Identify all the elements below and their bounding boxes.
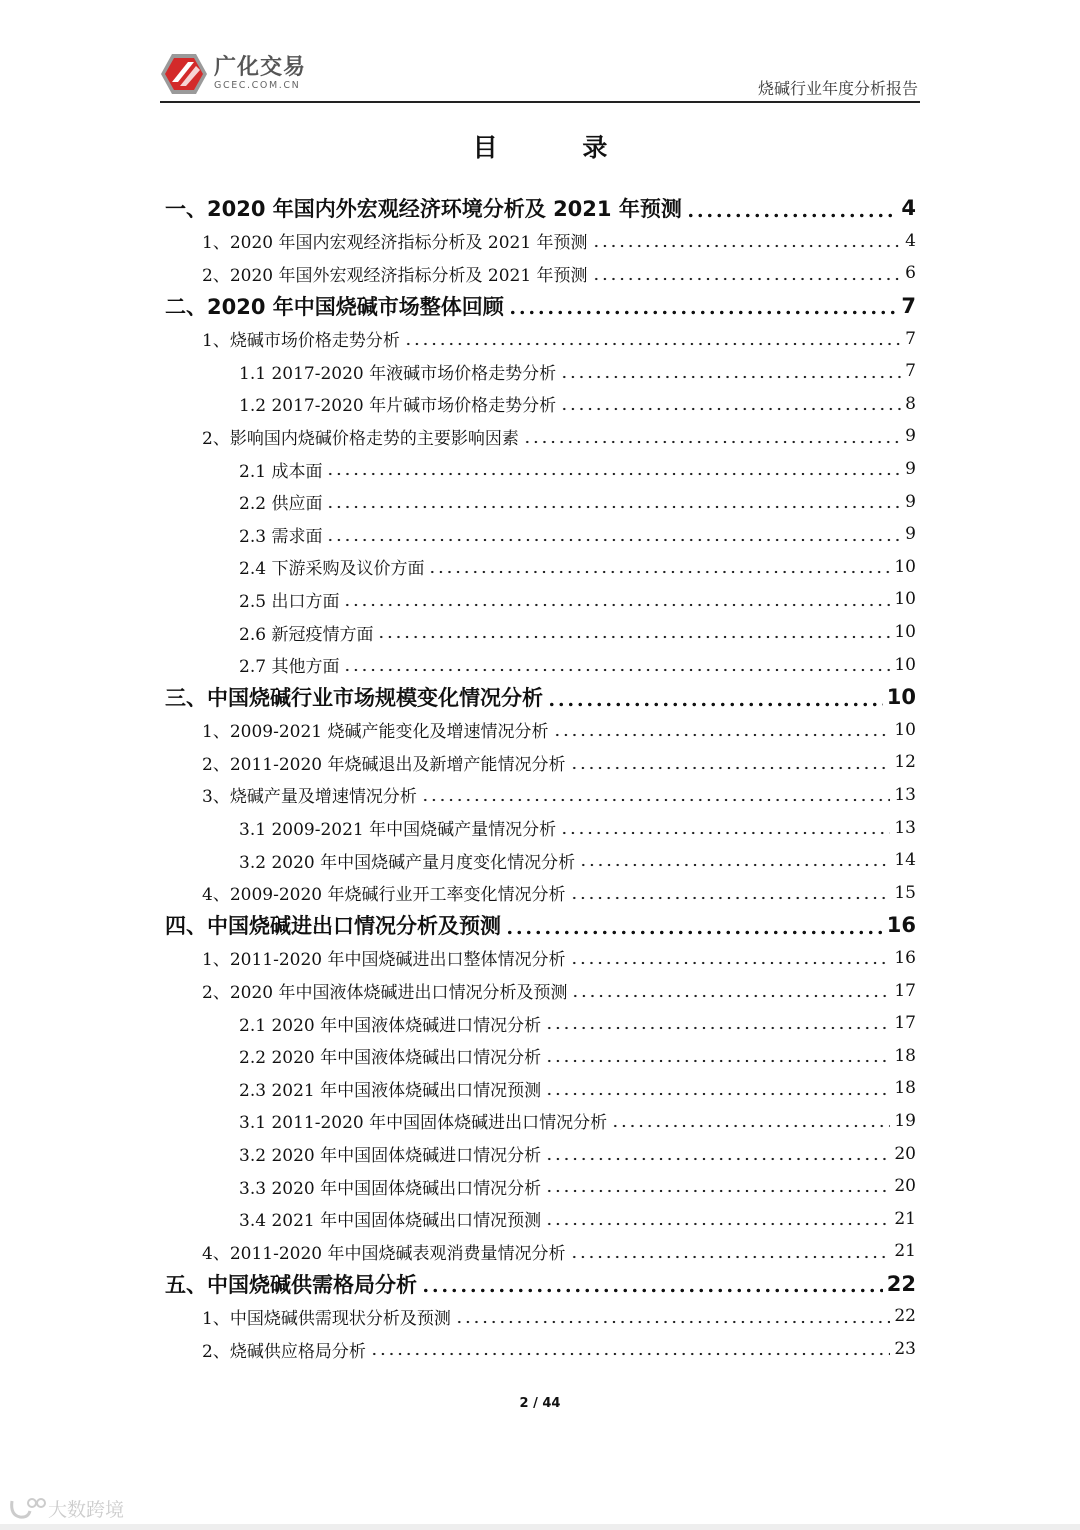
toc-section-entry[interactable] [165, 876, 916, 909]
toc-entry-label: 3.1 2009-2021 年中国烧碱产量情况分析 [239, 820, 557, 841]
toc-entry-label: 2、2020 年国外宏观经济指标分析及 2021 年预测 [202, 265, 588, 286]
toc-entry-page: 23 [894, 1339, 916, 1360]
toc-section-entry[interactable] [165, 779, 916, 812]
toc-entry-page: 17 [894, 1013, 916, 1034]
dot-leader [545, 1222, 890, 1226]
dot-leader [370, 1352, 891, 1356]
watermark-logo-icon [8, 1497, 48, 1521]
dot-leader [545, 1092, 890, 1096]
toc-entry-label: 二、2020 年中国烧碱市场整体回顾 [165, 295, 504, 320]
toc-entry-page: 10 [894, 556, 916, 577]
toc-chapter-entry[interactable] [165, 290, 916, 323]
toc-entry-label: 五、中国烧碱供需格局分析 [165, 1272, 417, 1297]
toc-entry-label: 3.1 2011-2020 年中国固体烧碱进出口情况分析 [239, 1113, 608, 1134]
toc-entry-label: 2、2020 年中国液体烧碱进出口情况分析及预测 [202, 983, 568, 1004]
toc-entry-page: 10 [894, 589, 916, 610]
toc-entry-label: 4、2011-2020 年中国烧碱表观消费量情况分析 [202, 1243, 566, 1264]
dot-leader [570, 1255, 891, 1259]
page-number: 2 / 44 [519, 1396, 561, 1411]
logo-name-cn: 广化交易 [214, 55, 307, 80]
toc-section-entry[interactable] [165, 648, 916, 681]
toc-heading: 目 录 [472, 133, 646, 162]
toc-entry-page: 7 [905, 361, 916, 382]
toc-section-entry[interactable] [165, 388, 916, 421]
dot-leader [545, 1026, 890, 1030]
dot-leader [428, 570, 890, 574]
toc-section-entry[interactable] [165, 1137, 916, 1170]
toc-section-entry[interactable] [165, 1235, 916, 1268]
toc-entry-page: 10 [894, 719, 916, 740]
toc-chapter-entry[interactable] [165, 1268, 916, 1301]
toc-entry-page: 20 [894, 1176, 916, 1197]
toc-entry-label: 2、烧碱供应格局分析 [202, 1341, 366, 1362]
toc-entry-page: 8 [905, 393, 916, 414]
toc-entry-label: 2.6 新冠疫情方面 [239, 624, 374, 645]
toc-entry-label: 1、2020 年国内宏观经济指标分析及 2021 年预测 [202, 233, 588, 254]
toc-entry-page: 10 [894, 622, 916, 643]
toc-section-entry[interactable] [165, 257, 916, 290]
dot-leader [326, 538, 901, 542]
toc-entry-page: 9 [905, 459, 916, 480]
dot-leader [547, 702, 883, 707]
toc-section-entry[interactable] [165, 1300, 916, 1333]
toc-entry-label: 3.2 2020 年中国固体烧碱进口情况分析 [239, 1146, 542, 1167]
dot-leader [377, 635, 890, 639]
toc-entry-page: 10 [886, 685, 916, 710]
toc-section-entry[interactable] [165, 225, 916, 258]
toc-entry-label: 2.2 供应面 [239, 494, 323, 515]
dot-leader [421, 798, 891, 802]
toc-section-entry[interactable] [165, 583, 916, 616]
toc-entry-page: 7 [905, 328, 916, 349]
toc-section-entry[interactable] [165, 1072, 916, 1105]
toc-section-entry[interactable] [165, 453, 916, 486]
toc-entry-label: 2.3 需求面 [239, 526, 323, 547]
dot-leader [560, 407, 901, 411]
logo-domain: GCEC.COM.CN [214, 80, 301, 91]
toc-entry-label: 2.5 出口方面 [239, 591, 340, 612]
toc-section-entry[interactable] [165, 485, 916, 518]
toc-chapter-entry[interactable] [165, 192, 916, 225]
toc-entry-page: 22 [894, 1306, 916, 1327]
dot-leader [343, 603, 890, 607]
dot-leader [592, 244, 902, 248]
toc-entry-label: 2.1 2020 年中国液体烧碱进口情况分析 [239, 1015, 542, 1036]
dot-leader [545, 1157, 890, 1161]
toc-entry-page: 18 [894, 1045, 916, 1066]
toc-entry-page: 15 [894, 882, 916, 903]
report-title: 烧碱行业年度分析报告 [757, 79, 918, 98]
toc-section-entry[interactable] [165, 714, 916, 747]
toc-entry-page: 22 [886, 1271, 916, 1296]
toc-section-entry[interactable] [165, 551, 916, 584]
toc-section-entry[interactable] [165, 1007, 916, 1040]
toc-entry-label: 2.7 其他方面 [239, 657, 340, 678]
toc-entry-page: 21 [894, 1241, 916, 1262]
toc-entry-page: 10 [894, 654, 916, 675]
toc-entry-page: 14 [894, 850, 916, 871]
toc-entry-page: 16 [886, 913, 916, 938]
dot-leader [570, 766, 891, 770]
toc-section-entry[interactable] [165, 355, 916, 388]
header-divider [160, 101, 920, 103]
toc-entry-page: 13 [894, 784, 916, 805]
dot-leader [571, 994, 890, 998]
dot-leader [326, 472, 901, 476]
dot-leader [421, 1288, 883, 1293]
toc-entry-label: 1、中国烧碱供需现状分析及预测 [202, 1308, 451, 1329]
watermark-text: 大数跨境 [48, 1499, 125, 1521]
dot-leader [553, 733, 891, 737]
toc-entry-page: 17 [894, 980, 916, 1001]
dot-leader [570, 896, 891, 900]
toc-chapter-entry[interactable] [165, 909, 916, 942]
toc-section-entry[interactable] [165, 746, 916, 779]
dot-leader [455, 1320, 891, 1324]
dot-leader [592, 277, 902, 281]
toc-entry-label: 1.1 2017-2020 年液碱市场价格走势分析 [239, 363, 557, 384]
toc-entry-label: 1.2 2017-2020 年片碱市场价格走势分析 [239, 396, 557, 417]
toc-entry-label: 四、中国烧碱进出口情况分析及预测 [165, 914, 501, 939]
toc-entry-page: 16 [894, 947, 916, 968]
toc-entry-page: 13 [894, 817, 916, 838]
toc-section-entry[interactable] [165, 1333, 916, 1366]
toc-entry-label: 2.3 2021 年中国液体烧碱出口情况预测 [239, 1080, 542, 1101]
dot-leader [560, 375, 901, 379]
dot-leader [686, 213, 898, 218]
dot-leader [560, 831, 890, 835]
toc-section-entry[interactable] [165, 1202, 916, 1235]
toc-entry-label: 3.3 2020 年中国固体烧碱出口情况分析 [239, 1178, 542, 1199]
toc-entry-label: 3、烧碱产量及增速情况分析 [202, 787, 417, 808]
toc-entry-page: 21 [894, 1208, 916, 1229]
toc-entry-label: 1、2009-2021 烧碱产能变化及增速情况分析 [202, 722, 549, 743]
toc-section-entry[interactable] [165, 1039, 916, 1072]
toc-entry-label: 2、2011-2020 年烧碱退出及新增产能情况分析 [202, 754, 566, 775]
toc-entry-page: 12 [894, 752, 916, 773]
toc-entry-label: 2.2 2020 年中国液体烧碱出口情况分析 [239, 1048, 542, 1069]
dot-leader [523, 440, 901, 444]
gcec-logo-icon [160, 52, 208, 96]
dot-leader [545, 1059, 890, 1063]
toc-section-entry[interactable] [165, 974, 916, 1007]
toc-entry-label: 2、影响国内烧碱价格走势的主要影响因素 [202, 428, 519, 449]
toc-section-entry[interactable] [165, 420, 916, 453]
toc-entry-page: 4 [901, 196, 916, 221]
toc-chapter-entry[interactable] [165, 681, 916, 714]
dot-leader [570, 961, 891, 965]
toc-entry-label: 1、2011-2020 年中国烧碱进出口整体情况分析 [202, 950, 566, 971]
watermark [8, 1495, 124, 1522]
toc-entry-page: 20 [894, 1143, 916, 1164]
toc-entry-page: 7 [901, 294, 916, 319]
toc-entry-label: 1、烧碱市场价格走势分析 [202, 331, 400, 352]
toc-section-entry[interactable] [165, 1105, 916, 1138]
toc-entry-page: 4 [905, 230, 916, 251]
toc-section-entry[interactable] [165, 811, 916, 844]
toc-entry-page: 9 [905, 426, 916, 447]
dot-leader [508, 310, 898, 315]
dot-leader [343, 668, 890, 672]
toc-entry-page: 9 [905, 524, 916, 545]
toc-entry-label: 一、2020 年国内外宏观经济环境分析及 2021 年预测 [165, 197, 682, 222]
toc-entry-label: 3.4 2021 年中国固体烧碱出口情况预测 [239, 1211, 542, 1232]
dot-leader [611, 1124, 890, 1128]
toc-entry-label: 2.1 成本面 [239, 461, 323, 482]
toc-section-entry[interactable] [165, 518, 916, 551]
dot-leader [545, 1189, 890, 1193]
toc-section-entry[interactable] [165, 942, 916, 975]
toc-entry-page: 6 [905, 263, 916, 284]
toc-entry-label: 4、2009-2020 年烧碱行业开工率变化情况分析 [202, 885, 566, 906]
toc-section-entry[interactable] [165, 1170, 916, 1203]
dot-leader [404, 342, 901, 346]
company-logo [160, 52, 306, 96]
toc-entry-label: 2.4 下游采购及议价方面 [239, 559, 425, 580]
toc-section-entry[interactable] [165, 322, 916, 355]
toc-entry-page: 9 [905, 491, 916, 512]
toc-section-entry[interactable] [165, 616, 916, 649]
toc-entry-page: 19 [894, 1110, 916, 1131]
toc-section-entry[interactable] [165, 844, 916, 877]
bottom-bar [0, 1524, 1080, 1530]
toc-entry-label: 3.2 2020 年中国烧碱产量月度变化情况分析 [239, 852, 576, 873]
dot-leader [579, 863, 890, 867]
table-of-contents [165, 192, 916, 1365]
dot-leader [326, 505, 901, 509]
toc-entry-page: 18 [894, 1078, 916, 1099]
dot-leader [505, 930, 883, 935]
toc-entry-label: 三、中国烧碱行业市场规模变化情况分析 [165, 686, 543, 711]
